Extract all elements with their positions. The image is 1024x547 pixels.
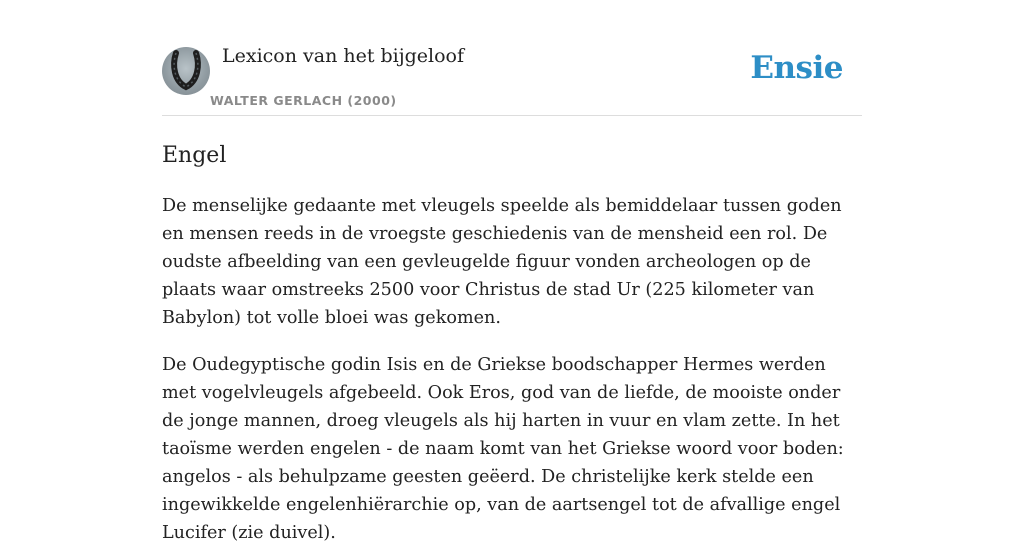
book-avatar[interactable] xyxy=(162,47,210,95)
book-header xyxy=(162,0,862,116)
entry-paragraph: De Oudegyptische godin Isis en de Griekse boodschapper Hermes werden met vogelvleugels afgebeeld. Ook Eros, god van de liefde, de mooiste onder de jonge mannen, droeg vleugels als hij harten in vuur en vlam zette. In het taoïsme werden engelen - de naam komt van het Griekse woord voor boden: angelos - als behulpzame geesten geëerd. De christelijke kerk stelde een ingewikkelde engelenhiërarchie op, van de aartsengel tot de afvallige engel Lucifer (zie duivel). xyxy=(162,355,844,543)
ensie-logo[interactable]: Ensie xyxy=(750,50,843,86)
book-author: WALTER GERLACH (2000) xyxy=(210,93,397,108)
horseshoe-icon xyxy=(162,47,210,95)
book-title[interactable]: Lexicon van het bijgeloof xyxy=(222,45,465,67)
page xyxy=(162,0,862,547)
entry-title: Engel xyxy=(162,143,227,168)
entry-paragraph: De menselijke gedaante met vleugels speelde als bemiddelaar tussen goden en mensen reeds in de vroegste geschiedenis van de mensheid een rol. De oudste afbeelding van een gevleugelde figuur vonden archeologen op de plaats waar omstreeks 2500 voor Christus de stad Ur (225 kilometer van Babylon) tot volle bloei was gekomen. xyxy=(162,196,842,328)
